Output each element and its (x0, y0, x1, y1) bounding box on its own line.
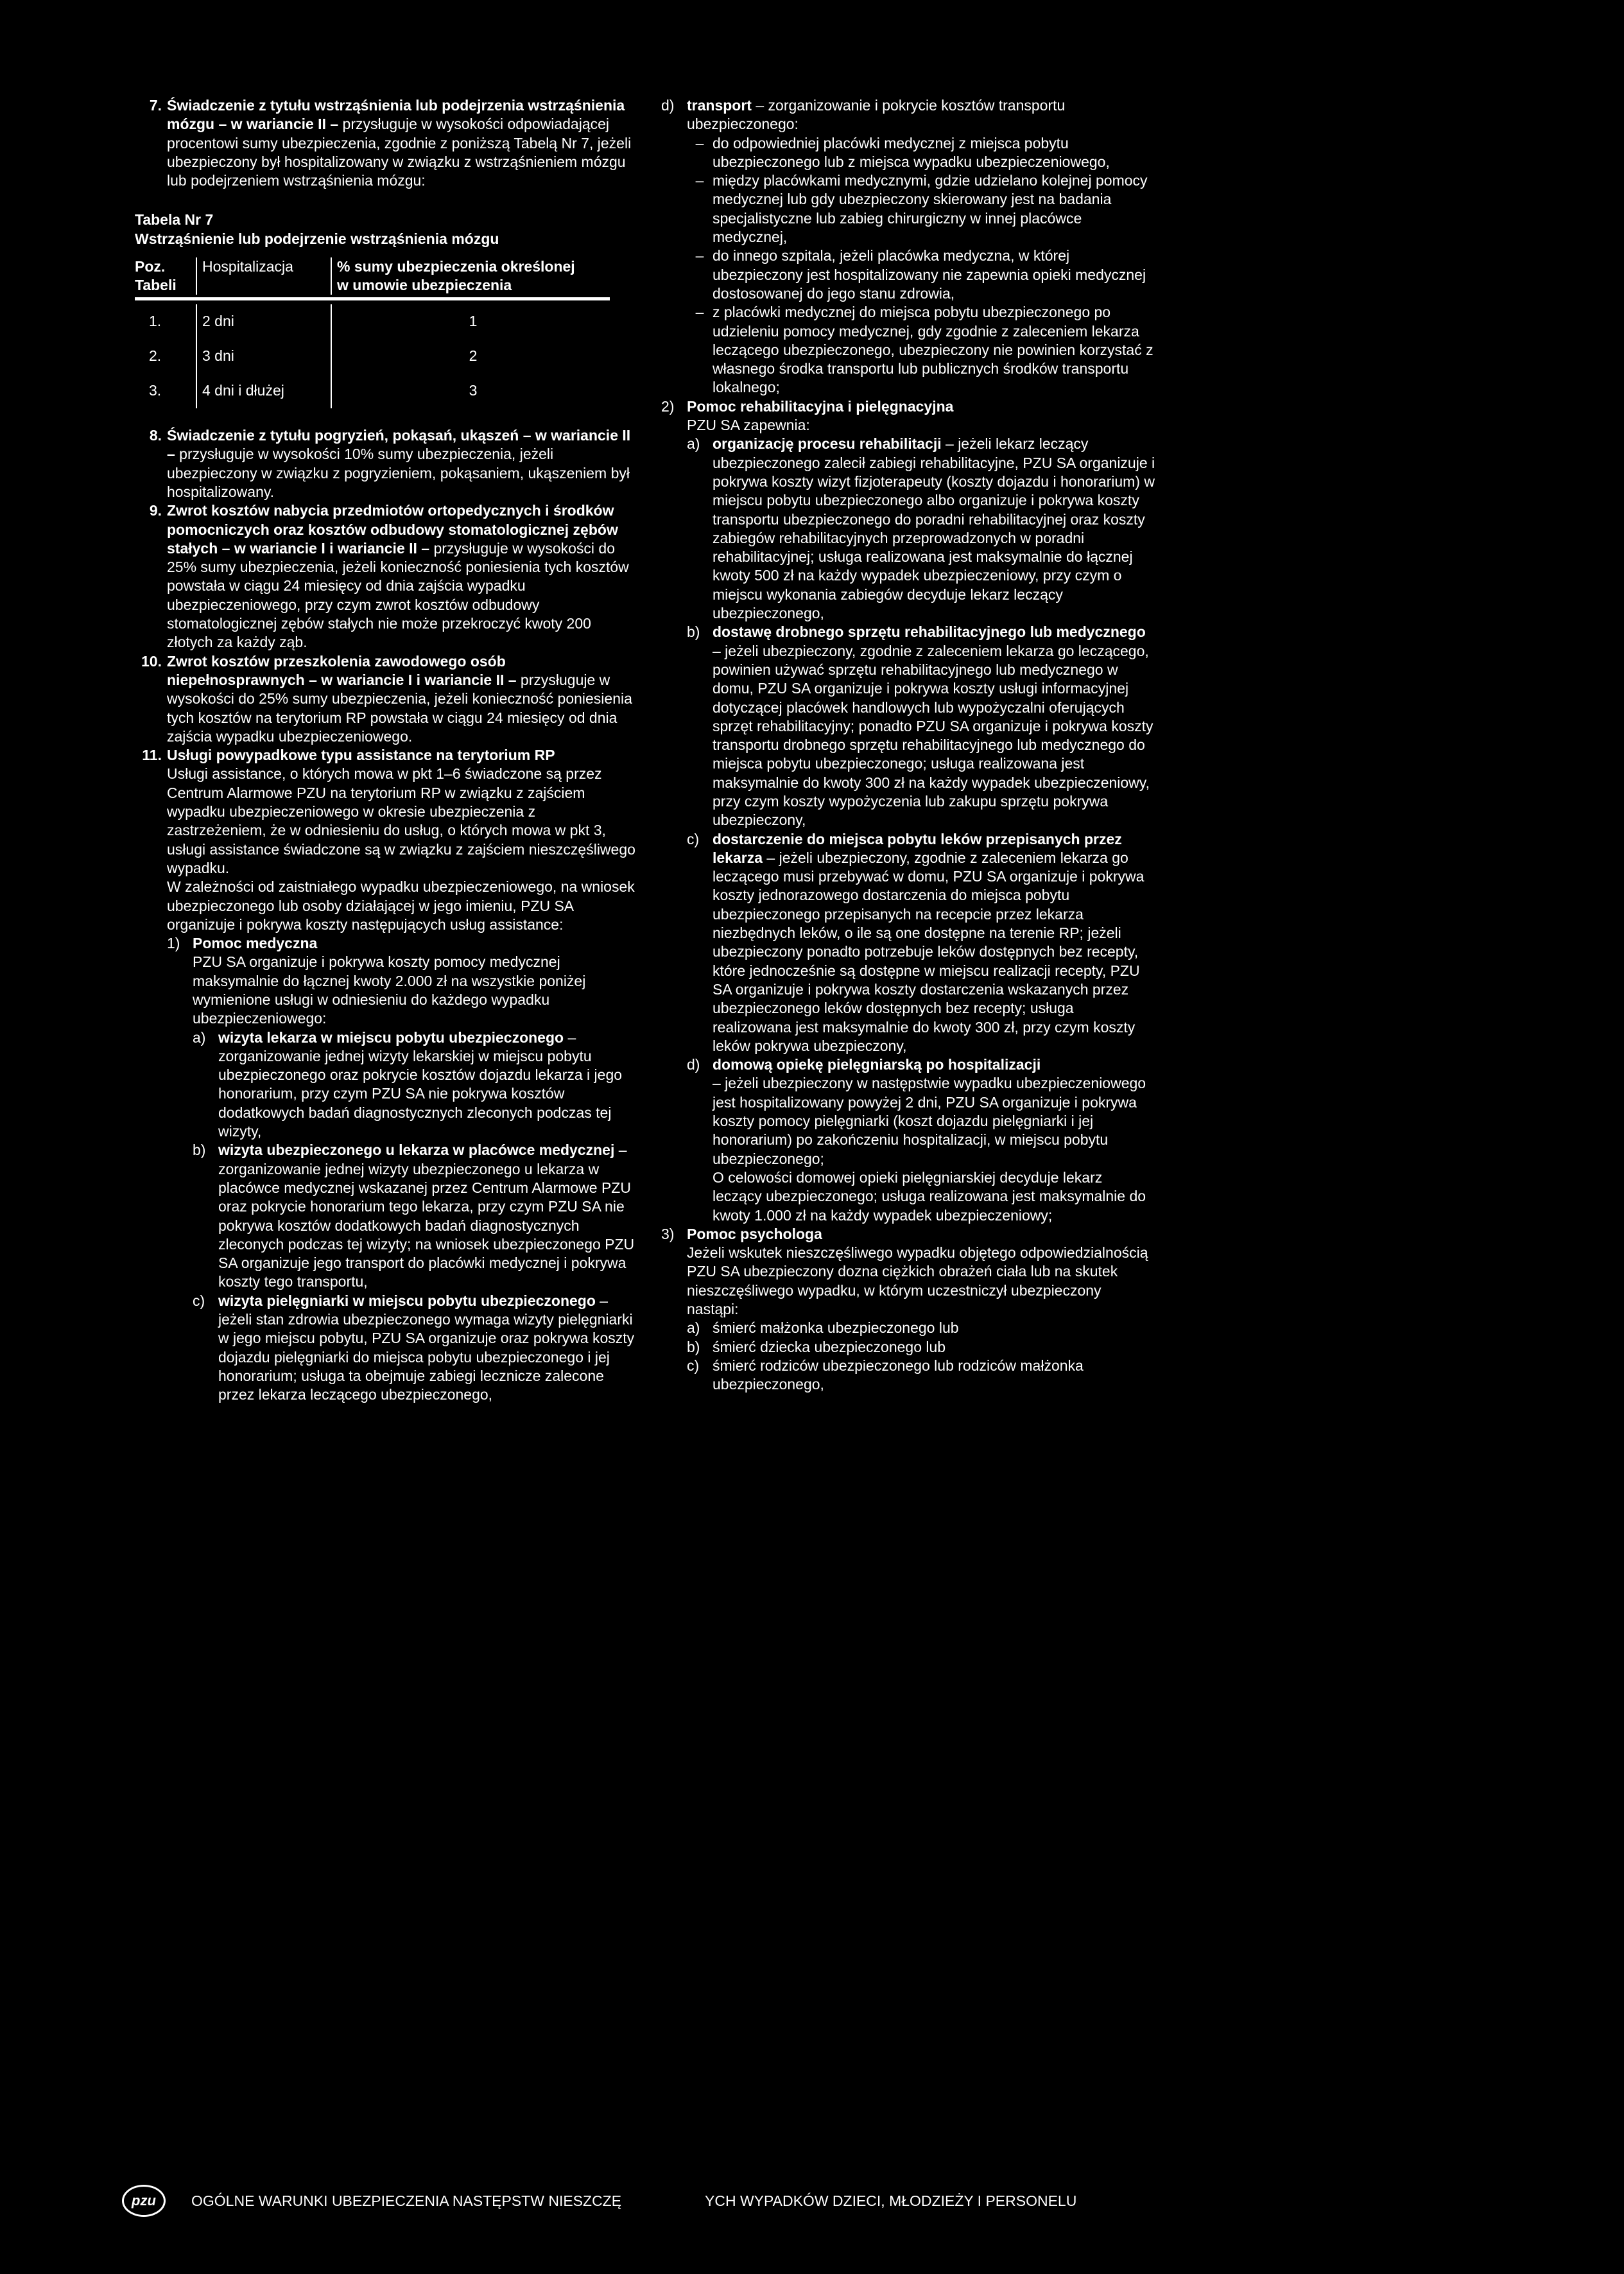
section-paragraph: W zależności od zaistniałego wypadku ubezpieczeniowego, na wniosek ubezpieczonego lub osoby działającej w jego imieniu, PZU SA organizuje i pokrywa koszty następujących usług assistance: (167, 878, 635, 933)
section-9 (122, 501, 635, 652)
item-letter: a) (193, 1029, 206, 1046)
item-text: – jeżeli stan zdrowia ubezpieczonego wymaga wizyty pielęgniarki w jego miejscu pobytu, PZU SA organizuje oraz pokrywa koszty dojazdu pielęgniarki do miejsca pobytu ubezpieczonego i jej honorarium; usługa ta obejmuje zabiegi lecznicze zalecone przez lekarza leczącego ubezpieczonego, (218, 1292, 635, 1403)
cell-hosp: 3 dni (196, 339, 331, 374)
section-number: 8. (149, 427, 162, 444)
header-poz: Poz. (135, 258, 166, 275)
item-title: dostarczenie do miejsca pobytu leków przepisanych przez lekarza (713, 830, 1122, 866)
item-letter: a) (687, 435, 700, 453)
section-text: przysługuje w wysokości do 25% sumy ubezpieczenia, jeżeli konieczność poniesienia tych kosztów na terytorium RP powstała w ciągu 24 miesięcy od dnia zajścia wypadku ubezpieczeniowego. (167, 671, 632, 745)
item-3 (661, 1225, 1155, 1319)
item-title: dostawę drobnego sprzętu rehabilitacyjnego lub medycznego (713, 623, 1146, 641)
section-7 (122, 96, 635, 190)
section-title: Zwrot kosztów przeszkolenia zawodowego osób niepełnosprawnych – w wariancie I i wariancie II – (167, 652, 517, 688)
item-2d (687, 1055, 1155, 1225)
item-1d (661, 96, 1155, 134)
item-number: 3) (661, 1225, 675, 1242)
item-title: domową opiekę pielęgniarską po hospitalizacji (713, 1056, 1041, 1073)
item-1b (193, 1141, 635, 1291)
item-2c (687, 830, 1155, 1056)
item-1a (193, 1029, 635, 1141)
cell-hosp: 4 dni i dłużej (196, 374, 331, 408)
footer-title-left: OGÓLNE WARUNKI UBEZPIECZENIA NASTĘPSTW NIESZCZĘ (191, 2192, 622, 2209)
table-rule (135, 297, 610, 300)
item-title: wizyta pielęgniarki w miejscu pobytu ubezpieczonego (218, 1292, 596, 1309)
table-caption: Tabela Nr 7 (135, 211, 214, 229)
dash-text: z placówki medycznej do miejsca pobytu ubezpieczonego po udzieleniu pomocy medycznej, gdy zgodnie z zaleceniem lekarza leczącego ubezpieczonego, ubezpieczony nie powinien korzystać z własnego środka transportu lub publicznych środków transportu lokalnego; (713, 304, 1153, 396)
dash-text: do odpowiedniej placówki medycznej z miejsca pobytu ubezpieczonego lub z miejsca wypadku ubezpieczeniowego, (713, 134, 1110, 170)
section-paragraph: Usługi assistance, o których mowa w pkt 1–6 świadczone są przez Centrum Alarmowe PZU na terytorium RP w związku z zajściem wypadku ubezpieczeniowego w okresie ubezpieczenia z zastrzeżeniem, że w odniesieniu do usług, o których mowa w pkt 3, usługi assistance świadczone są w związku z zajściem nieszczęśliwego wypadku. (167, 765, 635, 876)
item-text: – jeżeli ubezpieczony w następstwie wypadku ubezpieczeniowego jest hospitalizowany powyżej 2 dni, PZU SA organizuje i pokrywa koszty pomocy pielęgniarki (koszt dojazdu pielęgniarki i jej honorarium) po zakończeniu hospitalizacji, w miejscu pobytu ubezpieczonego; (713, 1075, 1146, 1167)
item-letter: b) (687, 1338, 700, 1355)
footer-title-right: YCH WYPADKÓW DZIECI, MŁODZIEŻY I PERSONELU (705, 2192, 1077, 2209)
item-letter: b) (687, 623, 700, 641)
dash-mark: – (695, 247, 704, 265)
table-header (135, 257, 635, 295)
item-text: – jeżeli ubezpieczony, zgodnie z zaleceniem lekarza go leczącego musi przebywać w domu, PZU SA organizuje i pokrywa koszty jednorazowego dostarczenia do miejsca pobytu ubezpieczonego przepisanych na recepcie przez lekarza niezbędnych leków, o ile są one dostępne na terenie RP; jeżeli ubezpieczony ponadto potrzebuje leków dostępnych bez recepty, które jednocześnie są dostępne w miejscu realizacji recepty, PZU SA organizuje i pokrywa koszty dostarczenia wskazanych przez ubezpieczonego leków dostępnych bez recepty; usługa realizowana jest maksymalnie do kwoty 300 zł, przy czym koszty leków pokrywa ubezpieczony, (713, 849, 1145, 1054)
item-text: – jeżeli ubezpieczony, zgodnie z zaleceniem lekarza go leczącego, powinien używać sprzętu rehabilitacyjnego lub medycznego w domu, PZU SA organizuje i pokrywa koszty usługi informacyjnej dotyczącej placówek handlowych lub wypożyczalni oferujących sprzęt rehabilitacyjny; ponadto PZU SA organizuje i pokrywa koszty transportu drobnego sprzętu rehabilitacyjnego lub medycznego do miejsca pobytu ubezpieczonego; usługa realizowana jest maksymalnie do kwoty 300 zł na każdy wypadek ubezpieczeniowy, przy czym koszty wypożyczenia lub zakupu sprzętu pokrywa ubezpieczony, (713, 642, 1153, 829)
section-text: przysługuje w wysokości odpowiadającej procentowi sumy ubezpieczenia, zgodnie z poniższą Tabelą Nr 7, jeżeli ubezpieczony był hospitalizowany w związku z wstrząśnieniem mózgu lub podejrzeniem wstrząśnienia mózgu: (167, 116, 632, 189)
item-title: Pomoc psychologa (687, 1225, 822, 1242)
item-title: wizyta lekarza w miejscu pobytu ubezpieczonego (218, 1029, 564, 1046)
item-letter: d) (687, 1056, 700, 1073)
section-8 (122, 426, 635, 501)
section-number: 10. (141, 652, 162, 670)
item-1 (167, 934, 635, 1028)
item-text: PZU SA organizuje i pokrywa koszty pomocy medycznej maksymalnie do łącznej kwoty 2.000 zł na wszystkie poniżej wymienione usługi w odniesieniu do każdego wypadku ubezpieczeniowego: (193, 953, 586, 1027)
item-title: organizację procesu rehabilitacji (713, 435, 942, 453)
dash-item (687, 134, 1155, 172)
item-text: PZU SA zapewnia: (687, 417, 810, 434)
item-2a (687, 435, 1155, 623)
item-letter: c) (687, 830, 700, 847)
section-11 (122, 746, 635, 934)
item-letter: a) (687, 1319, 700, 1337)
item-1c (193, 1292, 635, 1405)
table-subcaption: Wstrząśnienie lub podejrzenie wstrząśnienia mózgu (135, 230, 499, 247)
section-text: przysługuje w wysokości do 25% sumy ubezpieczenia, jeżeli konieczność poniesienia tych kosztów powstała w ciągu 24 miesięcy od dnia zajścia wypadku ubezpieczeniowego, przy czym zwrot kosztów odbudowy stomatologicznej zębów stałych nie może przekroczyć kwoty 200 złotych za każdy ząb. (167, 539, 629, 651)
item-text: O celowości domowej opieki pielęgniarskiej decyduje lekarz leczący ubezpieczonego; usługa realizowana jest maksymalnie do kwoty 1.000 zł na każdy wypadek ubezpieczeniowy; (713, 1168, 1146, 1224)
section-10 (122, 652, 635, 746)
table-row (135, 374, 635, 408)
item-2 (661, 397, 1155, 435)
item-text: – jeżeli lekarz leczący ubezpieczonego zalecił zabiegi rehabilitacyjne, PZU SA organizuje i pokrywa koszty wizyt fizjoterapeuty (koszty dojazdu i honorarium) w miejscu pobytu ubezpieczonego albo organizuje i pokrywa koszty transportu ubezpieczonego do poradni rehabilitacyjnej oraz koszty zabiegów rehabilitacyjnych przeprowadzonych w poradni rehabilitacyjnej; usługa realizowana jest maksymalnie do łącznej kwoty 500 zł na każdy wypadek ubezpieczeniowy, przy czym o miejscu wykonania zabiegów decyduje lekarz leczący ubezpieczonego, (713, 435, 1155, 622)
cell-hosp: 2 dni (196, 304, 331, 339)
item-letter: d) (661, 97, 675, 114)
item-title: Pomoc rehabilitacyjna i pielęgnacyjna (687, 397, 954, 415)
section-title: Usługi powypadkowe typu assistance na terytorium RP (167, 747, 555, 764)
section-title: Zwrot kosztów nabycia przedmiotów ortopedycznych i środków pomocniczych oraz kosztów odbudowy stomatologicznej zębów stałych – w wariancie I i wariancie II – (167, 502, 618, 557)
dash-item (687, 303, 1155, 397)
header-tabeli: Tabeli (135, 277, 177, 294)
list-item (687, 1319, 1155, 1337)
item-text: śmierć małżonka ubezpieczonego lub (713, 1319, 959, 1337)
dash-item (687, 171, 1155, 247)
cell-poz: 2. (149, 347, 162, 365)
table-7 (135, 211, 635, 408)
section-number: 11. (142, 747, 162, 764)
dash-item (687, 247, 1155, 303)
header-umowa: w umowie ubezpieczenia (337, 277, 512, 294)
item-letter: c) (687, 1357, 700, 1374)
section-number: 7. (149, 97, 162, 114)
cell-pct: 3 (331, 374, 614, 408)
left-column (122, 96, 635, 1405)
item-2b (687, 623, 1155, 829)
dash-text: między placówkami medycznymi, gdzie udzielano kolejnej pomocy medycznej lub gdy ubezpieczony skierowany jest na badania specjalistyczne lub zabieg chirurgiczny w innej placówce medycznej, (713, 172, 1148, 246)
item-title: wizyta ubezpieczonego u lekarza w placówce medycznej (218, 1141, 615, 1159)
item-text: śmierć dziecka ubezpieczonego lub (713, 1338, 946, 1355)
item-title: Pomoc medyczna (193, 935, 318, 952)
dash-mark: – (695, 304, 704, 321)
cell-pct: 2 (331, 339, 614, 374)
dash-text: do innego szpitala, jeżeli placówka medyczna, w której ubezpieczony jest hospitalizowany nie zapewnia opieki medycznej dostosowanej do jego stanu zdrowia, (713, 247, 1146, 302)
table-row (135, 339, 635, 374)
header-pct: % sumy ubezpieczenia określonej (337, 258, 575, 275)
item-text: – zorganizowanie jednej wizyty lekarskiej w miejscu pobytu ubezpieczonego oraz pokrycie kosztów dojazdu lekarza i jego honorarium, przy czym PZU SA nie pokrywa kosztów dodatkowych badań diagnostycznych zleconych podczas tej wizyty, (218, 1029, 623, 1140)
item-letter: c) (193, 1292, 205, 1309)
right-column (661, 96, 1155, 1394)
header-hospitalizacja: Hospitalizacja (196, 257, 331, 295)
section-text: przysługuje w wysokości 10% sumy ubezpieczenia, jeżeli ubezpieczony w związku z pogryzieniem, pokąsaniem, ukąszeniem był hospitalizowany. (167, 446, 630, 500)
item-number: 2) (661, 397, 675, 415)
cell-pct: 1 (331, 304, 614, 339)
list-item (687, 1357, 1155, 1394)
item-text: – zorganizowanie i pokrycie kosztów transportu ubezpieczonego: (687, 97, 1066, 133)
item-text: – zorganizowanie jednej wizyty ubezpieczonego u lekarza w placówce medycznej wskazanej przez Centrum Alarmowe PZU oraz pokrycie honorarium tego lekarza, przy czym PZU SA nie pokrywa kosztów dodatkowych badań diagnostycznych zleconych podczas tej wizyty; na wniosek ubezpieczonego PZU SA organizuje jego transport do placówki medycznej i pokrywa koszty tego transportu, (218, 1141, 635, 1290)
dash-mark: – (695, 172, 704, 189)
item-number: 1) (167, 935, 180, 952)
item-letter: b) (193, 1141, 206, 1159)
section-title: Świadczenie z tytułu pogryzień, pokąsań, ukąszeń – w wariancie II – (167, 427, 631, 463)
item-text: Jeżeli wskutek nieszczęśliwego wypadku objętego odpowiedzialnością PZU SA ubezpieczony dozna ciężkich obrażeń ciała lub na skutek nieszczęśliwego wypadku, w którym uczestniczył ubezpieczony nastąpi: (687, 1244, 1148, 1317)
dash-mark: – (695, 134, 704, 152)
item-title: transport (687, 97, 752, 114)
cell-poz: 1. (149, 313, 162, 330)
item-text: śmierć rodziców ubezpieczonego lub rodziców małżonka ubezpieczonego, (713, 1357, 1084, 1393)
section-number: 9. (149, 502, 162, 519)
cell-poz: 3. (149, 382, 162, 399)
section-title: Świadczenie z tytułu wstrząśnienia lub podejrzenia wstrząśnienia mózgu – w wariancie II – (167, 97, 625, 133)
pzu-logo: pzu (122, 2185, 166, 2217)
list-item (687, 1338, 1155, 1357)
page-footer (122, 2182, 1162, 2220)
table-row (135, 304, 635, 339)
